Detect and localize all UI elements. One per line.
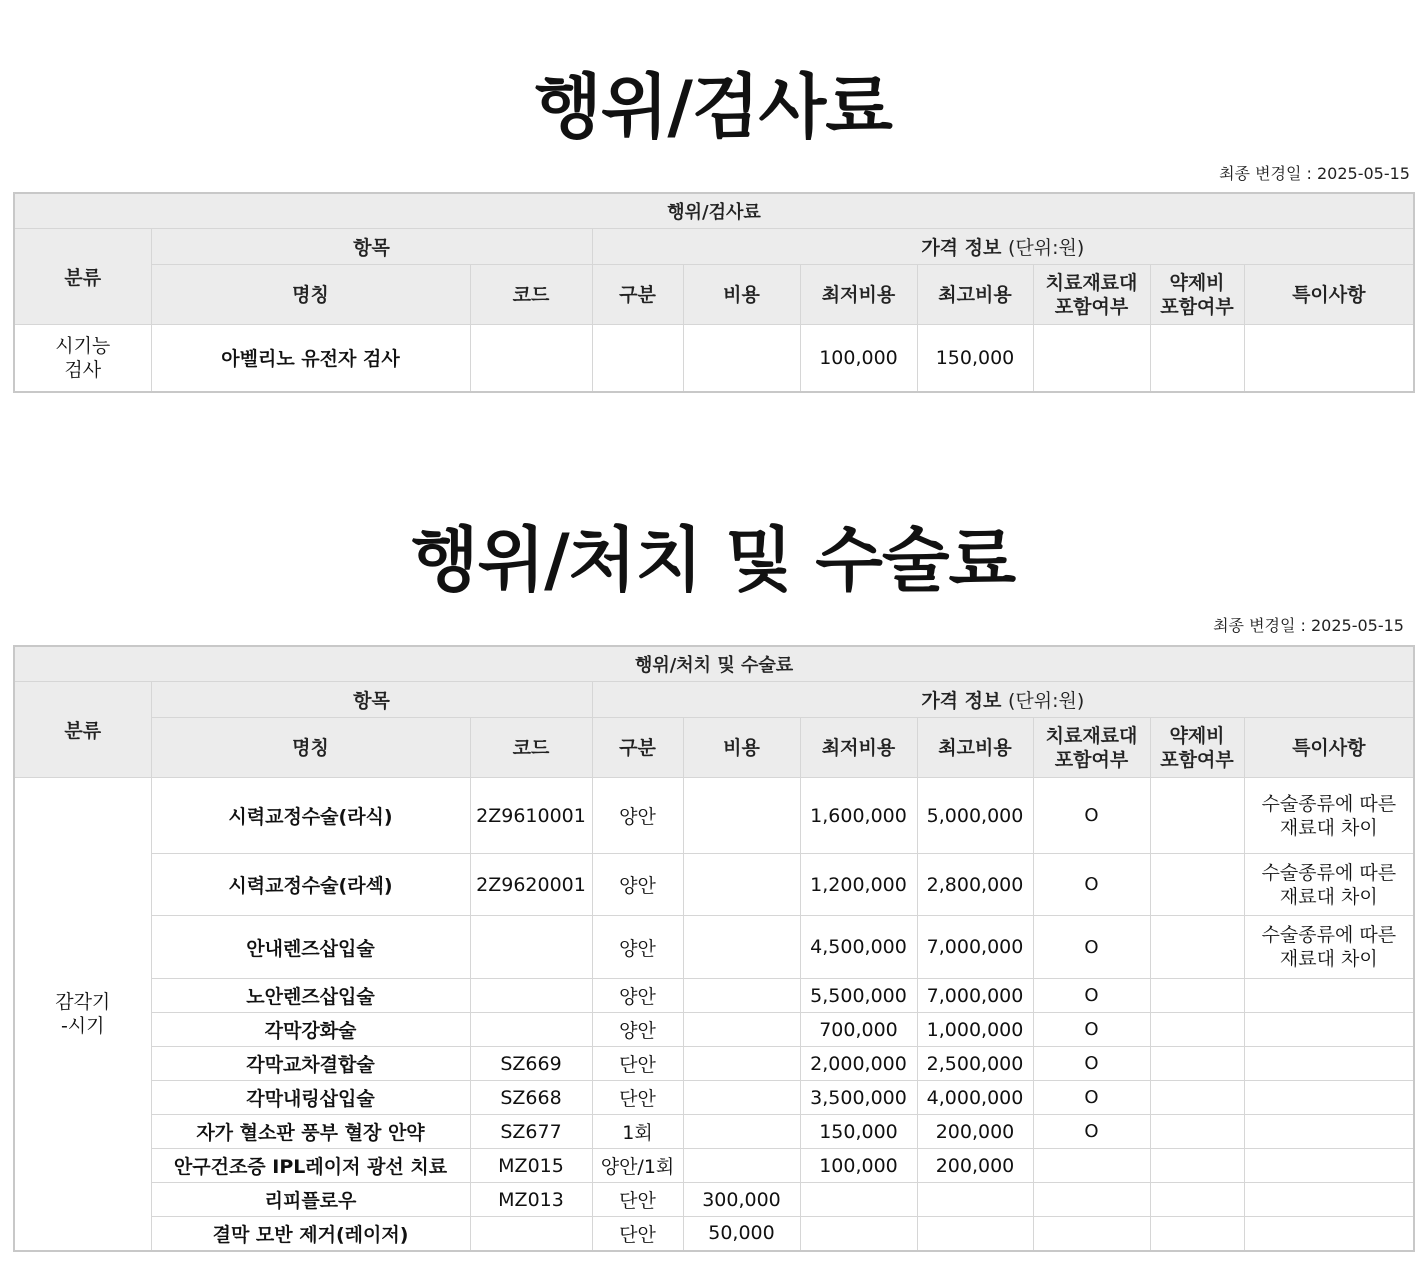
fee-table (13, 645, 1415, 1252)
row-cost: 50,000 (683, 1217, 800, 1251)
row-drug-included (1150, 854, 1244, 916)
header-drug-line2: 포함여부 (1160, 748, 1234, 771)
header-price-unit: (단위:원) (1007, 237, 1085, 259)
table-row (14, 1047, 1414, 1081)
row-max-cost: 7,000,000 (917, 916, 1033, 979)
row-note (1244, 1115, 1414, 1149)
header-material-line2: 포함여부 (1054, 748, 1129, 771)
row-note (1244, 1013, 1414, 1047)
header-price-info-label: 가격 정보 (921, 690, 1002, 712)
row-type: 1회 (592, 1115, 683, 1149)
row-code (470, 1013, 592, 1047)
header-material-line1: 치료재료대 (1045, 271, 1138, 294)
row-note (1244, 778, 1414, 854)
row-material-included: O (1033, 916, 1150, 979)
row-min-cost: 1,200,000 (800, 854, 917, 916)
row-type: 단안 (592, 1217, 683, 1251)
row-cost (683, 854, 800, 916)
header-max-cost: 최고비용 (917, 265, 1033, 325)
row-material-included (1033, 325, 1150, 392)
row-material-included: O (1033, 1013, 1150, 1047)
fee-table (13, 192, 1415, 393)
row-material-included (1033, 1183, 1150, 1217)
row-max-cost: 2,500,000 (917, 1047, 1033, 1081)
row-note-line2: 재료대 차이 (1279, 885, 1378, 908)
row-note (1244, 916, 1414, 979)
header-category: 분류 (14, 229, 151, 325)
row-drug-included (1150, 1149, 1244, 1183)
row-cost: 300,000 (683, 1183, 800, 1217)
header-notes: 특이사항 (1244, 718, 1414, 778)
row-type: 양안 (592, 979, 683, 1013)
header-notes: 특이사항 (1244, 265, 1414, 325)
row-code: MZ013 (470, 1183, 592, 1217)
row-drug-included (1150, 916, 1244, 979)
table-row (14, 854, 1414, 916)
row-type: 양안 (592, 1013, 683, 1047)
row-name: 아벨리노 유전자 검사 (151, 325, 470, 392)
row-code (470, 979, 592, 1013)
row-drug-included (1150, 1047, 1244, 1081)
row-cost (683, 1115, 800, 1149)
row-material-included (1033, 1149, 1150, 1183)
row-type: 단안 (592, 1047, 683, 1081)
row-note (1244, 1081, 1414, 1115)
table-row (14, 1217, 1414, 1251)
row-note (1244, 854, 1414, 916)
header-type: 구분 (592, 265, 683, 325)
table-row (14, 1115, 1414, 1149)
table-row (14, 778, 1414, 854)
row-max-cost: 7,000,000 (917, 979, 1033, 1013)
row-name: 리피플로우 (151, 1183, 470, 1217)
row-min-cost: 2,000,000 (800, 1047, 917, 1081)
row-min-cost (800, 1217, 917, 1251)
row-cost (683, 325, 800, 392)
row-type: 단안 (592, 1081, 683, 1115)
row-max-cost: 200,000 (917, 1115, 1033, 1149)
header-price-info (592, 229, 1414, 265)
row-name: 각막교차결합술 (151, 1047, 470, 1081)
header-drug-included (1150, 718, 1244, 778)
row-max-cost: 1,000,000 (917, 1013, 1033, 1047)
row-min-cost: 5,500,000 (800, 979, 917, 1013)
row-min-cost: 3,500,000 (800, 1081, 917, 1115)
header-cost: 비용 (683, 265, 800, 325)
row-max-cost: 200,000 (917, 1149, 1033, 1183)
row-cost (683, 778, 800, 854)
row-name: 각막내링삽입술 (151, 1081, 470, 1115)
row-name: 시력교정수술(라섹) (151, 854, 470, 916)
row-material-included: O (1033, 1115, 1150, 1149)
header-name: 명칭 (151, 265, 470, 325)
row-note (1244, 325, 1414, 392)
row-note (1244, 979, 1414, 1013)
row-type: 양안 (592, 916, 683, 979)
row-material-included: O (1033, 778, 1150, 854)
category-line2: 검사 (64, 358, 102, 381)
header-category: 분류 (14, 682, 151, 778)
last-updated-date: 최종 변경일 : 2025-05-15 (1219, 164, 1410, 183)
row-material-included: O (1033, 1047, 1150, 1081)
row-material-included: O (1033, 1081, 1150, 1115)
header-code: 코드 (470, 718, 592, 778)
row-code: 2Z9610001 (470, 778, 592, 854)
last-updated-date: 최종 변경일 : 2025-05-15 (1213, 616, 1404, 635)
table-row (14, 325, 1414, 392)
category-cell (14, 325, 151, 392)
row-name: 안내렌즈삽입술 (151, 916, 470, 979)
row-max-cost (917, 1183, 1033, 1217)
header-material-line2: 포함여부 (1054, 295, 1129, 318)
row-max-cost: 5,000,000 (917, 778, 1033, 854)
row-code: MZ015 (470, 1149, 592, 1183)
row-max-cost: 4,000,000 (917, 1081, 1033, 1115)
row-note-line1: 수술종류에 따른 (1261, 861, 1397, 884)
category-line1: 감각기 (55, 990, 111, 1013)
row-note (1244, 1183, 1414, 1217)
page-title: 행위/처치 및 수술료 (410, 519, 1016, 601)
row-note-line1: 수술종류에 따른 (1261, 792, 1397, 815)
row-material-included: O (1033, 854, 1150, 916)
row-drug-included (1150, 778, 1244, 854)
header-price-info (592, 682, 1414, 718)
header-max-cost: 최고비용 (917, 718, 1033, 778)
row-cost (683, 1047, 800, 1081)
row-drug-included (1150, 1217, 1244, 1251)
category-cell (14, 778, 151, 1251)
table-row (14, 1013, 1414, 1047)
header-type: 구분 (592, 718, 683, 778)
table-caption: 행위/처치 및 수술료 (14, 646, 1414, 682)
table-caption: 행위/검사료 (14, 193, 1414, 229)
row-code: SZ677 (470, 1115, 592, 1149)
row-note-line1: 수술종류에 따른 (1261, 924, 1397, 946)
row-drug-included (1150, 325, 1244, 392)
row-name: 노안렌즈삽입술 (151, 979, 470, 1013)
row-min-cost: 100,000 (800, 1149, 917, 1183)
header-name: 명칭 (151, 718, 470, 778)
header-cost: 비용 (683, 718, 800, 778)
row-code (470, 325, 592, 392)
row-name: 자가 혈소판 풍부 혈장 안약 (151, 1115, 470, 1149)
header-min-cost: 최저비용 (800, 718, 917, 778)
header-item: 항목 (151, 682, 592, 718)
row-cost (683, 1081, 800, 1115)
table-row (14, 916, 1414, 979)
table-row (14, 1081, 1414, 1115)
row-min-cost: 1,600,000 (800, 778, 917, 854)
row-type: 양안/1회 (592, 1149, 683, 1183)
row-note-line2: 재료대 차이 (1279, 948, 1378, 970)
row-cost (683, 979, 800, 1013)
header-material-included (1033, 265, 1150, 325)
row-min-cost: 4,500,000 (800, 916, 917, 979)
row-note-line2: 재료대 차이 (1279, 816, 1378, 839)
header-item: 항목 (151, 229, 592, 265)
row-type: 단안 (592, 1183, 683, 1217)
row-max-cost: 150,000 (917, 325, 1033, 392)
header-material-line1: 치료재료대 (1045, 724, 1138, 747)
row-min-cost: 150,000 (800, 1115, 917, 1149)
row-code: SZ669 (470, 1047, 592, 1081)
header-price-unit: (단위:원) (1007, 690, 1085, 712)
row-drug-included (1150, 979, 1244, 1013)
row-cost (683, 916, 800, 979)
row-min-cost (800, 1183, 917, 1217)
header-drug-line1: 약제비 (1169, 271, 1225, 294)
header-drug-included (1150, 265, 1244, 325)
row-max-cost (917, 1217, 1033, 1251)
row-type (592, 325, 683, 392)
table-row (14, 1183, 1414, 1217)
header-price-info-label: 가격 정보 (921, 237, 1002, 259)
row-name: 시력교정수술(라식) (151, 778, 470, 854)
row-note (1244, 1217, 1414, 1251)
row-note (1244, 1149, 1414, 1183)
header-material-included (1033, 718, 1150, 778)
page-title: 행위/검사료 (534, 66, 892, 148)
header-drug-line2: 포함여부 (1160, 295, 1234, 318)
row-drug-included (1150, 1081, 1244, 1115)
row-name: 안구건조증 IPL레이저 광선 치료 (151, 1149, 470, 1183)
row-code (470, 916, 592, 979)
row-name: 각막강화술 (151, 1013, 470, 1047)
row-material-included (1033, 1217, 1150, 1251)
row-name: 결막 모반 제거(레이저) (151, 1217, 470, 1251)
row-code (470, 1217, 592, 1251)
row-min-cost: 700,000 (800, 1013, 917, 1047)
row-cost (683, 1149, 800, 1183)
row-drug-included (1150, 1183, 1244, 1217)
row-drug-included (1150, 1115, 1244, 1149)
category-line2: -시기 (60, 1014, 105, 1037)
header-drug-line1: 약제비 (1169, 724, 1225, 747)
header-min-cost: 최저비용 (800, 265, 917, 325)
row-min-cost: 100,000 (800, 325, 917, 392)
header-code: 코드 (470, 265, 592, 325)
row-type: 양안 (592, 854, 683, 916)
table-row (14, 979, 1414, 1013)
row-material-included: O (1033, 979, 1150, 1013)
table-row (14, 1149, 1414, 1183)
row-note (1244, 1047, 1414, 1081)
row-drug-included (1150, 1013, 1244, 1047)
row-cost (683, 1013, 800, 1047)
row-max-cost: 2,800,000 (917, 854, 1033, 916)
row-code: 2Z9620001 (470, 854, 592, 916)
category-line1: 시기능 (55, 334, 111, 357)
row-code: SZ668 (470, 1081, 592, 1115)
row-type: 양안 (592, 778, 683, 854)
